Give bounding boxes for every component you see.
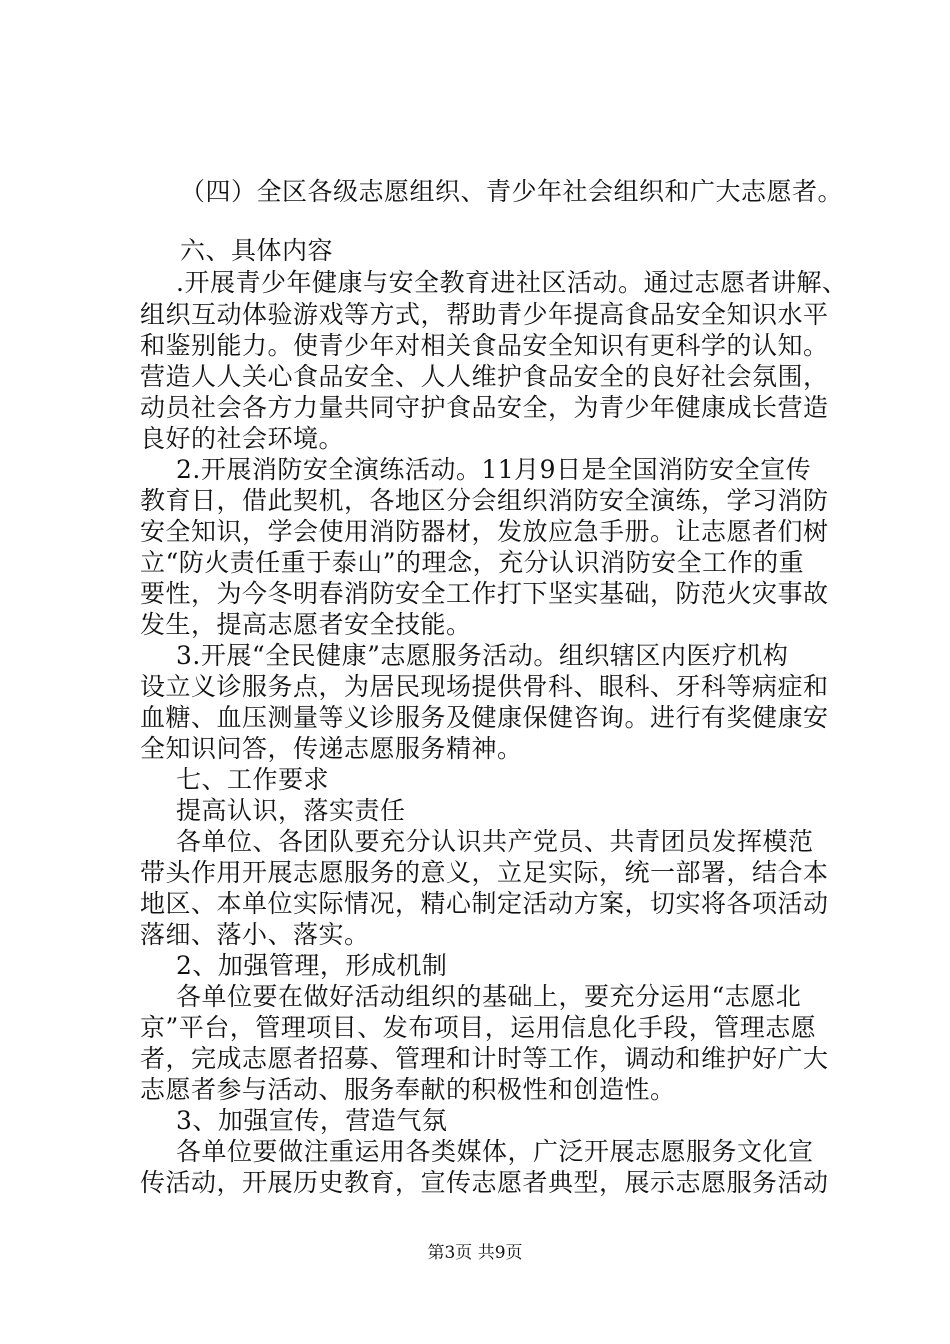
paragraph-line: 动员社会各方力量共同守护食品安全，为青少年健康成长营造 bbox=[140, 393, 829, 422]
paragraph-line: .开展青少年健康与安全教育进社区活动。通过志愿者讲解、 bbox=[176, 268, 848, 297]
paragraph-line: 各单位要做注重运用各类媒体，广泛开展志愿服务文化宣 bbox=[176, 1137, 814, 1166]
paragraph-line: 血糖、血压测量等义诊服务及健康保健咨询。进行有奖健康安 bbox=[140, 703, 829, 732]
paragraph-line: 和鉴别能力。使青少年对相关食品安全知识有更科学的认知。 bbox=[140, 331, 829, 360]
paragraph-line: 营造人人关心食品安全、人人维护食品安全的良好社会氛围， bbox=[140, 362, 829, 391]
paragraph-line: 安全知识，学会使用消防器材，发放应急手册。让志愿者们树 bbox=[140, 517, 829, 546]
paragraph-line: 3.开展“全民健康”志愿服务活动。组织辖区内医疗机构 bbox=[176, 641, 789, 670]
paragraph-line: 京”平台，管理项目、发布项目，运用信息化手段，管理志愿 bbox=[140, 1013, 817, 1042]
paragraph-line: 传活动，开展历史教育，宣传志愿者典型，展示志愿服务活动 bbox=[140, 1168, 829, 1197]
paragraph-line: 要性，为今冬明春消防安全工作打下坚实基础，防范火灾事故 bbox=[140, 579, 829, 608]
paragraph-line: 志愿者参与活动、服务奉献的积极性和创造性。 bbox=[140, 1075, 676, 1104]
paragraph-line: 带头作用开展志愿服务的意义，立足实际，统一部署，结合本 bbox=[140, 858, 829, 887]
paragraph-line: 组织互动体验游戏等方式，帮助青少年提高食品安全知识水平 bbox=[140, 300, 829, 329]
paragraph-line: 2.开展消防安全演练活动。11月9日是全国消防安全宣传 bbox=[176, 455, 812, 484]
paragraph-line: 设立义诊服务点，为居民现场提供骨科、眼科、牙科等病症和 bbox=[140, 672, 829, 701]
paragraph-line: 落细、落小、落实。 bbox=[140, 920, 370, 949]
paragraph-line: 各单位、各团队要充分认识共产党员、共青团员发挥模范 bbox=[176, 827, 814, 856]
paragraph-line: 者，完成志愿者招募、管理和计时等工作，调动和维护好广大 bbox=[140, 1044, 829, 1073]
section-heading: 七、工作要求 bbox=[176, 765, 330, 794]
paragraph-line: 发生，提高志愿者安全技能。 bbox=[140, 610, 472, 639]
subheading: 3、加强宣传，营造气氛 bbox=[176, 1106, 448, 1135]
paragraph-line: 立“防火责任重于泰山”的理念，充分认识消防安全工作的重 bbox=[140, 548, 805, 577]
paragraph-line: 地区、本单位实际情况，精心制定活动方案，切实将各项活动 bbox=[140, 889, 829, 918]
paragraph-line: 教育日，借此契机，各地区分会组织消防安全演练，学习消防 bbox=[140, 486, 829, 515]
paragraph-line: 良好的社会环境。 bbox=[140, 424, 345, 453]
page-number-footer: 第3页 共9页 bbox=[427, 1243, 523, 1263]
section-heading: 六、具体内容 bbox=[180, 236, 334, 265]
subheading: 2、加强管理，形成机制 bbox=[176, 951, 448, 980]
paragraph-line: （四）全区各级志愿组织、青少年社会组织和广大志愿者。 bbox=[180, 177, 844, 206]
paragraph-line: 全知识问答，传递志愿服务精神。 bbox=[140, 734, 523, 763]
paragraph-line: 各单位要在做好活动组织的基础上，要充分运用“志愿北 bbox=[176, 982, 802, 1011]
subheading: 提高认识，落实责任 bbox=[176, 796, 406, 825]
